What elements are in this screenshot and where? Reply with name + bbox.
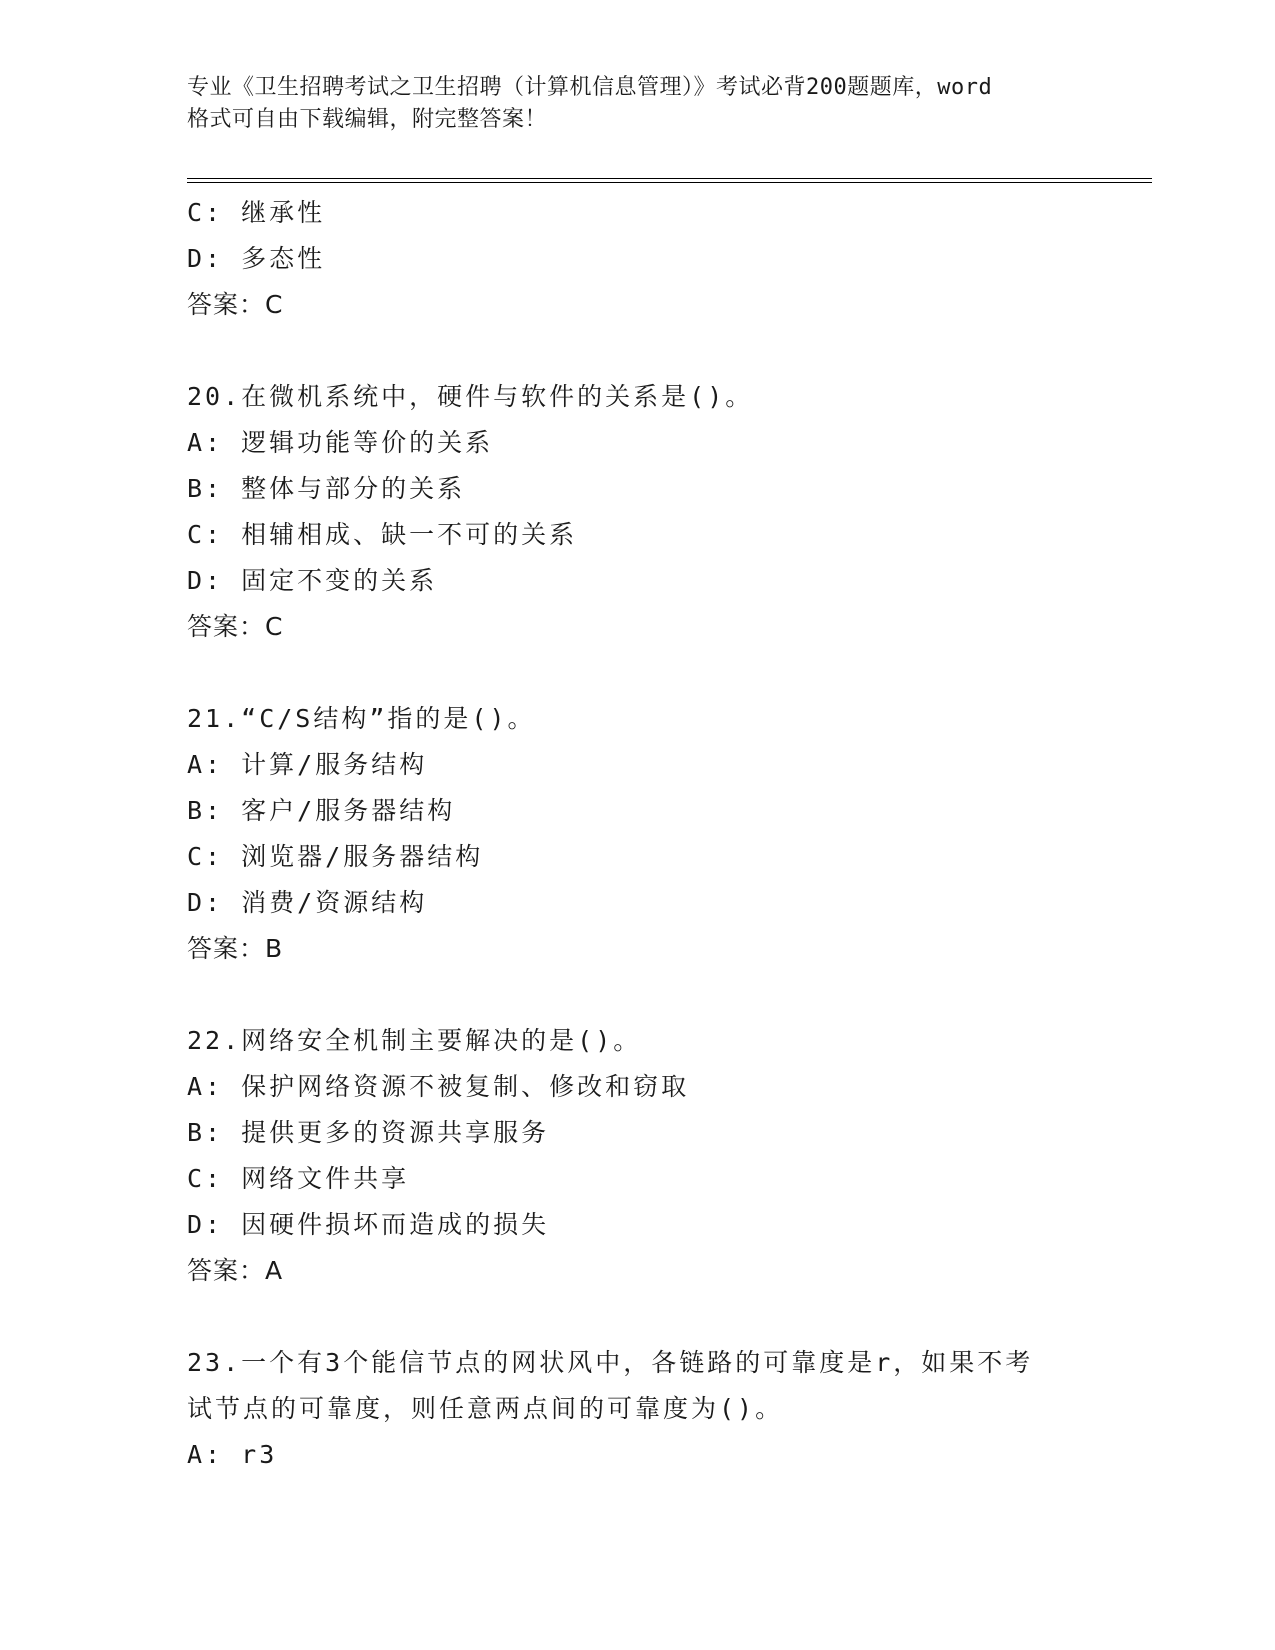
option-line: D: 多态性 — [187, 244, 326, 273]
question-text: 22.网络安全机制主要解决的是()。 — [187, 1026, 642, 1055]
header-line-2: 格式可自由下载编辑，附完整答案！ — [187, 107, 548, 132]
option-line: B: 整体与部分的关系 — [187, 474, 466, 503]
option-line: C: 相辅相成、缺一不可的关系 — [187, 520, 578, 549]
document-header — [187, 72, 1087, 136]
spacer — [187, 972, 1087, 1018]
spacer — [187, 1294, 1087, 1340]
answer-line: 答案：B — [187, 934, 284, 963]
option-line: B: 客户/服务器结构 — [187, 796, 456, 825]
option-line: A: 保护网络资源不被复制、修改和窃取 — [187, 1072, 690, 1101]
option-line: D: 固定不变的关系 — [187, 566, 438, 595]
option-line: C: 浏览器/服务器结构 — [187, 842, 484, 871]
answer-line: 答案：C — [187, 290, 284, 319]
spacer — [187, 328, 1087, 374]
option-line: B: 提供更多的资源共享服务 — [187, 1118, 550, 1147]
option-line: A: r3 — [187, 1440, 278, 1469]
question-text: 试节点的可靠度，则任意两点间的可靠度为()。 — [187, 1394, 784, 1423]
question-text: 23.一个有3个能信节点的网状风中，各链路的可靠度是r，如果不考 — [187, 1348, 1034, 1377]
option-line: A: 计算/服务结构 — [187, 750, 428, 779]
header-line-1: 专业《卫生招聘考试之卫生招聘（计算机信息管理）》考试必背200题题库，word — [187, 75, 993, 100]
answer-line: 答案：C — [187, 612, 284, 641]
spacer — [187, 650, 1087, 696]
option-line: C: 继承性 — [187, 198, 326, 227]
question-text: 21.“C/S结构”指的是()。 — [187, 704, 536, 733]
option-line: D: 因硬件损坏而造成的损失 — [187, 1210, 550, 1239]
option-line: D: 消费/资源结构 — [187, 888, 428, 917]
answer-line: 答案：A — [187, 1256, 284, 1285]
option-line: C: 网络文件共享 — [187, 1164, 410, 1193]
header-divider — [187, 178, 1152, 183]
question-list — [187, 190, 1087, 1478]
option-line: A: 逻辑功能等价的关系 — [187, 428, 494, 457]
question-text: 20.在微机系统中，硬件与软件的关系是()。 — [187, 382, 754, 411]
